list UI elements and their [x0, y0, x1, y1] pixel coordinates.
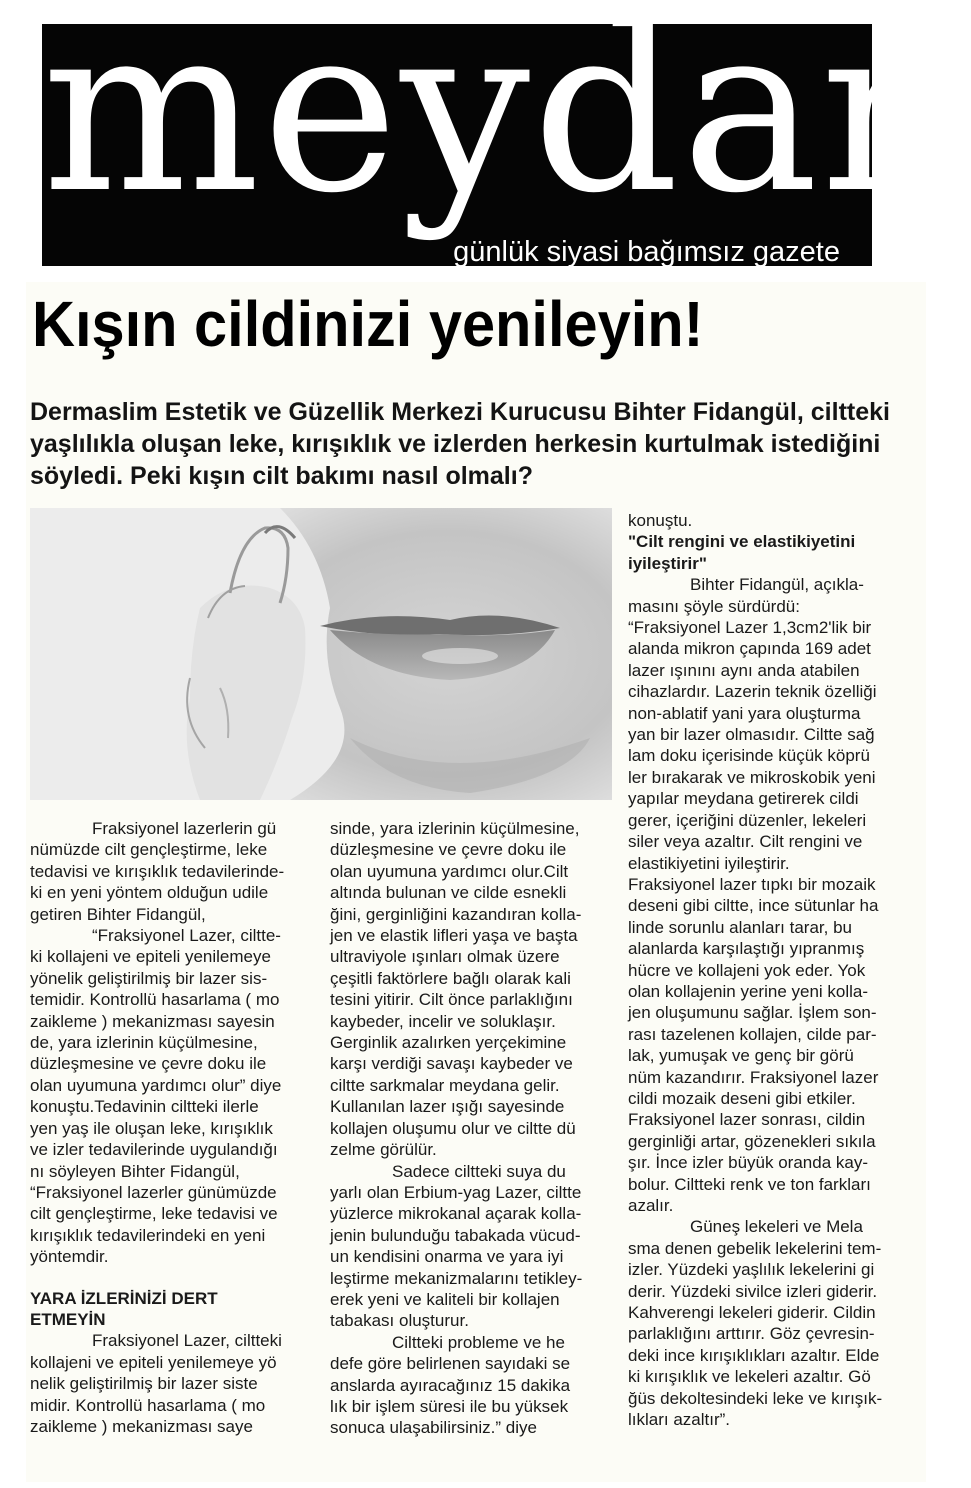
- paragraph-line: “Fraksiyonel Lazer 1,3cm2'lik bir: [628, 618, 872, 638]
- paragraph-line: yönelik geliştirilmiş bir lazer sis-: [30, 968, 268, 988]
- masthead: [42, 0, 971, 268]
- paragraph-line: konuştu.: [628, 511, 693, 530]
- paragraph-line: tesini yitirir. Cilt önce parlaklığını: [330, 990, 573, 1010]
- paragraph-line: leştirme mekanizmalarını tetikley-: [330, 1268, 583, 1288]
- paragraph-line: düzleşmesine ve çevre doku ile: [330, 840, 567, 860]
- paragraph-line: deseni gibi ciltte, ince sütunlar ha: [628, 896, 879, 916]
- paragraph-line: ki kollajeni ve epiteli yenilemeye: [30, 947, 271, 967]
- paragraph-line: yapılar meydana getirerek cildi: [628, 789, 859, 809]
- paragraph-line: izler. Yüzdeki yaşlılık lekelerini gi: [628, 1260, 875, 1280]
- paragraph-line: yöntemdir.: [30, 1247, 109, 1267]
- paragraph-line: jen ve elastik lifleri yaşa ve başta: [330, 926, 578, 946]
- paragraph-line: ciltte sarkmalar meydana gelir.: [330, 1075, 560, 1095]
- paragraph-line: hücre ve kollajeni yok eder. Yok: [628, 960, 866, 980]
- article-column-3: [628, 510, 882, 1430]
- paragraph-line: un kendisini onarma ve yara iyi: [330, 1247, 564, 1267]
- paragraph-line: defe göre belirlenen sayıdaki se: [330, 1354, 571, 1374]
- paragraph-line: alanlarda karşılaştığı yıpranmış: [628, 939, 865, 959]
- paragraph-line: Bihter Fidangül, açıkla-: [690, 575, 864, 595]
- paragraph-line: siler veya azaltır. Cilt rengini ve: [628, 832, 863, 852]
- paragraph-line: cildi mozaik deseni gibi etkiler.: [628, 1088, 856, 1108]
- paragraph-line: şır. İnce izler büyük oranda kay-: [628, 1153, 869, 1173]
- paragraph-line: Kahverengi lekeleri giderir. Cildin: [628, 1303, 876, 1323]
- article-column-1: [30, 818, 284, 1437]
- paragraph-line: jenin bulunduğu tabakada vücud-: [330, 1225, 581, 1245]
- paragraph-line: non-ablatif yani yara oluşturma: [628, 703, 861, 723]
- paragraph-line: masını şöyle sürdürdü:: [628, 596, 800, 616]
- paragraph-line: yarlı olan Erbium-yag Lazer, ciltte: [330, 1182, 582, 1202]
- paragraph-line: Sadece ciltteki suya du: [392, 1161, 566, 1181]
- lead-line: Dermaslim Estetik ve Güzellik Merkezi Kurucusu Bihter Fidangül, ciltteki: [30, 398, 890, 426]
- masthead-logo: meydan: [42, 0, 971, 244]
- lead-line: söyledi. Peki kışın cilt bakımı nasıl olmalı?: [30, 462, 533, 490]
- paragraph-line: “Fraksiyonel lazerler günümüzde: [30, 1182, 277, 1202]
- paragraph-line: cihazlardır. Lazerin teknik özelliği: [628, 682, 877, 702]
- subheading: "Cilt rengini ve elastikiyetini: [628, 532, 856, 552]
- paragraph-line: Fraksiyonel lazerlerin gü: [92, 819, 277, 838]
- paragraph-line: azalır.: [628, 1196, 674, 1215]
- paragraph-line: kaybeder, incelir ve soluklaşır.: [330, 1011, 556, 1031]
- paragraph-line: Gerginlik azalırken yerçekimine: [330, 1033, 567, 1053]
- paragraph-line: ki en yeni yöntem olduğun udile: [30, 883, 269, 903]
- paragraph-line: temidir. Kontrollü hasarlama ( mo: [30, 990, 280, 1010]
- subheading: iyileştirir": [628, 553, 707, 573]
- paragraph-line: zaikleme ) mekanizması sayesin: [30, 1011, 275, 1031]
- paragraph-line: anslarda ayıracağınız 15 dakika: [330, 1375, 571, 1395]
- paragraph-line: zaikleme ) mekanizması saye: [30, 1416, 253, 1436]
- paragraph-line: ler bırakarak ve mikroskobik yeni: [628, 767, 876, 787]
- paragraph-line: Fraksiyonel Lazer, ciltteki: [92, 1331, 282, 1351]
- paragraph-line: ğini, gerginliğini kazandıran kolla-: [330, 904, 582, 924]
- paragraph-line: yen yaş ile oluşan leke, kırışıklık: [30, 1118, 273, 1138]
- paragraph-line: nümüzde cilt gençleştirme, leke: [30, 840, 268, 860]
- paragraph-line: sonuca ulaşabilirsiniz.” diye: [330, 1418, 537, 1438]
- lead-line: yaşlılıkla oluşan leke, kırışıklık ve izlerden herkesin kurtulmak istediğini: [30, 430, 881, 458]
- subheading: ETMEYİN: [30, 1309, 106, 1329]
- paragraph-line: yan bir lazer olmasıdır. Ciltte sağ: [628, 725, 875, 745]
- paragraph-line: lıkları azaltır”.: [628, 1410, 731, 1430]
- paragraph-line: nı söyleyen Bihter Fidangül,: [30, 1161, 240, 1181]
- paragraph-line: getiren Bihter Fidangül,: [30, 904, 206, 924]
- article-photo-face: [30, 508, 612, 800]
- paragraph-line: jen oluşumunu sağlar. İşlem son-: [628, 1003, 877, 1023]
- face-illustration: [30, 508, 612, 800]
- paragraph-line: kırışıklık tedavilerindeki en yeni: [30, 1225, 266, 1245]
- paragraph-line: çeşitli faktörlere bağlı olarak kali: [330, 968, 571, 988]
- masthead-tagline: günlük siyasi bağımsız gazete: [453, 236, 840, 268]
- paragraph-line: lık bir işlem süresi ile bu yüksek: [330, 1396, 569, 1416]
- paragraph-line: konuştu.Tedavinin ciltteki ilerle: [30, 1097, 259, 1117]
- paragraph-line: tabakası oluşturur.: [330, 1311, 469, 1331]
- paragraph-line: düzleşmesine ve çevre doku ile: [30, 1054, 267, 1074]
- paragraph-line: Kullanılan lazer ışığı sayesinde: [330, 1097, 565, 1117]
- article-lead: [30, 396, 910, 492]
- paragraph-line: bolur. Ciltteki renk ve ton farkları: [628, 1174, 871, 1194]
- paragraph-line: olan kollajenin yerine yeni kolla-: [628, 981, 869, 1001]
- paragraph-line: derir. Yüzdeki sivilce izleri giderir.: [628, 1281, 878, 1301]
- paragraph-line: “Fraksiyonel Lazer, ciltte-: [92, 926, 281, 946]
- paragraph-line: ki kırışıklık ve lekeleri azaltır. Gö: [628, 1367, 871, 1387]
- paragraph-line: gerginliği artar, gözenekleri sıkıla: [628, 1131, 876, 1151]
- paragraph-line: ğüs dekoltesindeki leke ve kırışık-: [628, 1388, 883, 1408]
- paragraph-line: kollajeni ve epiteli yenilemeye yö: [30, 1352, 277, 1372]
- paragraph-line: erek yeni ve kaliteli bir kollajen: [330, 1289, 560, 1309]
- paragraph-line: zelme görülür.: [330, 1140, 437, 1160]
- paragraph-line: olan uyumuna yardımcı olur.Cilt: [330, 861, 569, 881]
- paragraph-line: yüzlerce mikrokanal açarak kolla-: [330, 1204, 582, 1224]
- paragraph-line: parlaklığını arttırır. Göz çevresin-: [628, 1324, 875, 1344]
- paragraph-line: ultraviyole ışınları olmak üzere: [330, 947, 560, 967]
- paragraph-line: nüm kazandırır. Fraksiyonel lazer: [628, 1067, 879, 1087]
- paragraph-line: deki ince kırışıklıkları azaltır. Elde: [628, 1345, 880, 1365]
- paragraph-line: Fraksiyonel lazer tıpkı bir mozaik: [628, 874, 876, 894]
- subheading: YARA İZLERİNİZİ DERT: [30, 1288, 218, 1308]
- paragraph-line: sma denen gebelik lekelerini tem-: [628, 1238, 882, 1258]
- paragraph-line: de, yara izlerinin küçülmesine,: [30, 1033, 258, 1053]
- paragraph-line: alanda mikron çapında 169 adet: [628, 639, 871, 659]
- paragraph-line: tedavisi ve kırışıklık tedavilerinde-: [30, 861, 285, 881]
- paragraph-line: cilt gençleştirme, leke tedavisi ve: [30, 1204, 278, 1224]
- paragraph-line: gerer, içeriğini düzenler, lekeleri: [628, 810, 867, 830]
- paragraph-line: Güneş lekeleri ve Mela: [690, 1217, 863, 1237]
- paragraph-line: nelik geliştirilmiş bir lazer siste: [30, 1374, 258, 1394]
- paragraph-line: Ciltteki probleme ve he: [392, 1332, 565, 1352]
- article-headline: Kışın cildinizi yenileyin!: [32, 288, 704, 360]
- paragraph-line: lam doku içerisinde küçük köprü: [628, 746, 870, 766]
- paragraph-line: midir. Kontrollü hasarlama ( mo: [30, 1395, 266, 1415]
- paragraph-line: kollajen oluşumu olur ve ciltte dü: [330, 1118, 576, 1138]
- paragraph-line: rası tazelenen kollajen, cilde par-: [628, 1024, 877, 1044]
- paragraph-line: Fraksiyonel lazer sonrası, cildin: [628, 1110, 866, 1130]
- paragraph-line: sinde, yara izlerinin küçülmesine,: [330, 819, 580, 838]
- paragraph-line: olan uyumuna yardımcı olur” diye: [30, 1075, 282, 1095]
- paragraph-line: lak, yumuşak ve genç bir görü: [628, 1046, 854, 1066]
- paragraph-line: lazer ışınını aynı anda atabilen: [628, 660, 860, 680]
- paragraph-line: altında bulunan ve cilde esnekli: [330, 883, 567, 903]
- paragraph-line: karşı verdiği savaşı kaybeder ve: [330, 1054, 573, 1074]
- article-column-2: [330, 818, 582, 1439]
- paragraph-line: linde sorunlu alanları tarar, bu: [628, 917, 852, 937]
- paragraph-line: ve izler tedavilerinde uygulandığı: [30, 1140, 278, 1160]
- paragraph-line: elastikiyetini iyileştirir.: [628, 853, 790, 873]
